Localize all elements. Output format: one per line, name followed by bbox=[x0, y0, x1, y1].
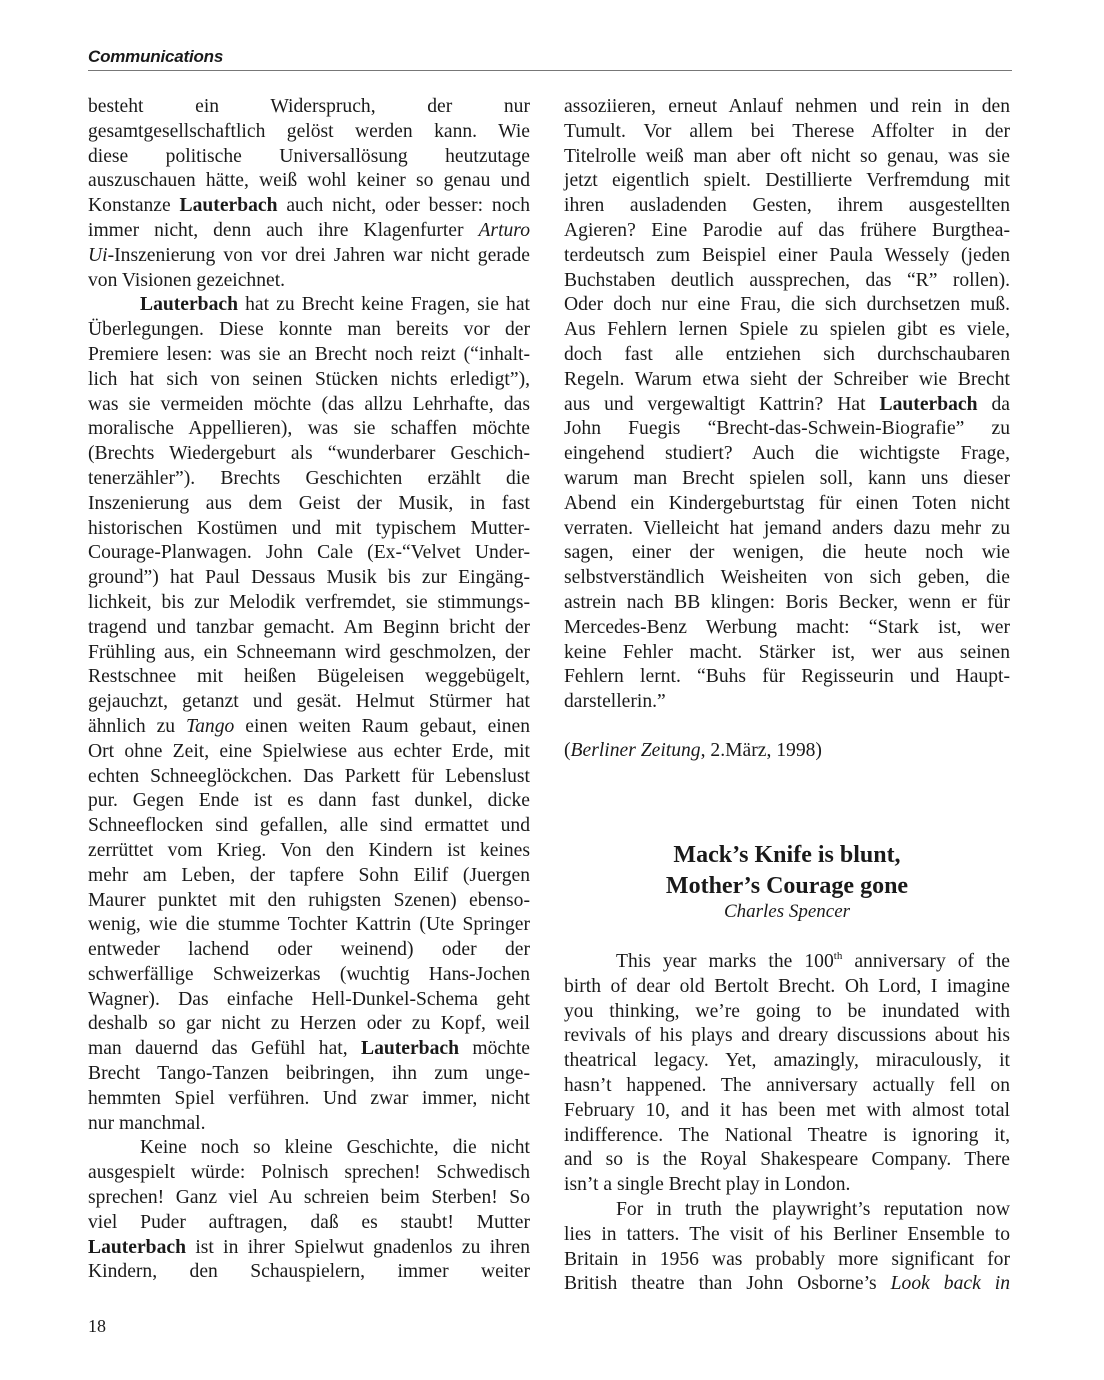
left-column bbox=[88, 95, 530, 1285]
name-bold: Lauterbach bbox=[140, 294, 238, 316]
title-italic: Ui bbox=[88, 244, 108, 266]
paragraph bbox=[88, 293, 530, 1136]
text-line: tragend und tanzbar gemacht. Am Beginn bricht der bbox=[88, 616, 530, 638]
text-line: Wagner). Das einfache Hell-Dunkel-Schema geht bbox=[88, 988, 530, 1010]
source-citation: (Berliner Zeitung, 2.März, 1998) bbox=[564, 740, 822, 761]
text-line: pur. Gegen Ende ist es dann fast dunkel, dicke bbox=[88, 790, 530, 812]
text-line: This year marks the 100th anniversary of the bbox=[616, 950, 1011, 972]
text-line: viel Puder auftragen, daß es staubt! Mutter bbox=[88, 1211, 530, 1233]
text-line: Inszenierung aus dem Geist der Musik, in fast bbox=[88, 492, 530, 514]
text-line: sprechen! Ganz viel Au schreien beim Sterben! So bbox=[88, 1187, 530, 1209]
text-line: ground”) hat Paul Dessaus Musik bis zur Eingäng- bbox=[88, 567, 530, 589]
text-line: man dauernd das Gefühl hat, Lauterbach möchte bbox=[88, 1038, 530, 1060]
running-header bbox=[88, 44, 1012, 72]
text-line: lies in tatters. The visit of his Berliner Ensemble to bbox=[564, 1223, 1010, 1245]
text-line: Schneeflocken sind gefallen, alle sind ermattet und bbox=[88, 815, 530, 837]
text-line: Kindern, den Schauspielern, immer weiter bbox=[88, 1261, 530, 1283]
text-line: entweder lachend oder weinend) oder der bbox=[88, 939, 530, 961]
right-column bbox=[564, 95, 1010, 715]
text-line: gejauchzt, getanzt und gesät. Helmut Stürmer hat bbox=[88, 691, 530, 713]
text-line: von Visionen gezeichnet. bbox=[88, 269, 286, 291]
text-line: aus und vergewaltigt Kattrin? Hat Lauterbach da bbox=[564, 393, 1010, 415]
text-line: Abend ein Kindergeburtstag für einen Toten nicht bbox=[564, 492, 1010, 514]
paragraph bbox=[88, 95, 530, 293]
text-line: Regeln. Warum etwa sieht der Schreiber wie Brecht bbox=[564, 368, 1010, 390]
text-line: keine Fehler macht. Stärker ist, wer aus seinen bbox=[564, 641, 1010, 663]
text-line: Mercedes-Benz Werbung macht: “Stark ist, wer bbox=[564, 616, 1010, 638]
text-line: isn’t a single Brecht play in London. bbox=[564, 1174, 851, 1196]
text-line: historischen Kostümen und mit typischem Mutter- bbox=[88, 517, 530, 539]
paragraph bbox=[564, 950, 1010, 1198]
text-line: Buchstaben deutlich aussprechen, das “R” rollen). bbox=[564, 269, 1010, 291]
text-line: British theatre than John Osborne’s Look back in bbox=[564, 1273, 1010, 1295]
text-line: tenerzähler”). Brechts Geschichten erzählt die bbox=[88, 467, 530, 489]
article-title-line: Mack’s Knife is blunt, bbox=[673, 842, 901, 868]
text-line: Brecht Tango-Tanzen beibringen, ihn zum unge- bbox=[88, 1063, 530, 1085]
text-line: Keine noch so kleine Geschichte, die nicht bbox=[140, 1137, 530, 1159]
page-number: 18 bbox=[88, 1316, 106, 1336]
text-line: zerrüttet vom Krieg. Von den Kindern ist keines bbox=[88, 839, 530, 861]
text-line: February 10, and it has been met with almost total bbox=[564, 1099, 1010, 1121]
text-line: lich hat sich von seinen Stücken nichts erledigt”), bbox=[88, 368, 530, 390]
text-line: indifference. The National Theatre is ignoring it, bbox=[564, 1124, 1010, 1146]
text-line: and so is the Royal Shakespeare Company. There bbox=[564, 1149, 1010, 1171]
text-line: eingehend studiert? Auch die wichtigste Frage, bbox=[564, 443, 1010, 465]
text-line: darstellerin.” bbox=[564, 691, 666, 713]
text-line: hasn’t happened. The anniversary actually fell on bbox=[564, 1074, 1010, 1096]
text-line: Ui-Inszenierung von vor drei Jahren war nicht gerade bbox=[88, 244, 530, 266]
text-line: doch fast alle entziehen sich durchschaubaren bbox=[564, 343, 1010, 365]
text-line: Überlegungen. Diese konnte man bereits vor der bbox=[88, 319, 530, 341]
text-line: birth of dear old Bertolt Brecht. Oh Lord, I imagine bbox=[564, 975, 1010, 997]
text-line: Britain in 1956 was probably more significant for bbox=[564, 1248, 1010, 1270]
title-italic: Look back in bbox=[890, 1273, 1010, 1295]
name-bold: Lauterbach bbox=[179, 195, 278, 217]
text-line: was sie vermeiden möchte (das allzu Lehrhafte, das bbox=[88, 393, 530, 415]
text-line: lichkeit, bis zur Melodik verfremdet, sie stimmungs- bbox=[88, 591, 530, 613]
text-line: Fehlern lernt. “Buhs für Regisseurin und Haupt- bbox=[564, 666, 1010, 688]
text-line: selbstverständlich Weisheiten von sich geben, die bbox=[564, 567, 1010, 589]
text-line: ausgespielt würde: Polnisch sprechen! Schwedisch bbox=[88, 1162, 530, 1184]
text-line: Maurer punktet mit den ruhigsten Szenen) ebenso- bbox=[88, 889, 530, 911]
paragraph bbox=[564, 95, 1010, 715]
text-line: nur manchmal. bbox=[88, 1112, 206, 1134]
name-bold: Lauterbach bbox=[88, 1236, 186, 1258]
paragraph bbox=[88, 1136, 530, 1285]
paragraph bbox=[564, 1198, 1010, 1297]
name-bold: Lauterbach bbox=[361, 1038, 459, 1060]
text-line: astrein nach BB klingen: Boris Becker, wenn er für bbox=[564, 591, 1010, 613]
text-line: warum man Brecht spielen soll, kann uns dieser bbox=[564, 467, 1010, 489]
text-line: Titelrolle weiß man aber oft nicht so genau, was sie bbox=[564, 145, 1010, 167]
text-line: Konstanze Lauterbach auch nicht, oder besser: noch bbox=[88, 195, 530, 217]
text-line: moralische Appellieren), was sie schaffen möchte bbox=[88, 418, 530, 440]
article-author: Charles Spencer bbox=[723, 901, 851, 922]
article-title bbox=[564, 840, 1010, 902]
text-line: verraten. Vielleicht hat jemand anders dazu mehr zu bbox=[564, 517, 1010, 539]
text-line: mehr am Leben, der tapfere Sohn Eilif (Juergen bbox=[88, 864, 530, 886]
text-line: Premiere lesen: was sie an Brecht noch reizt (“inhalt- bbox=[88, 343, 530, 365]
text-line: John Fuegis “Brecht-das-Schwein-Biografie” zu bbox=[564, 418, 1010, 440]
text-line: Restschnee mit heißen Bügeleisen weggebügelt, bbox=[88, 666, 530, 688]
text-line: ähnlich zu Tango einen weiten Raum gebaut, einen bbox=[88, 715, 530, 737]
text-line: (Brechts Wiedergeburt als “wunderbarer Geschich- bbox=[88, 443, 530, 465]
text-line: besteht ein Widerspruch, der nur bbox=[88, 96, 530, 117]
text-line: Lauterbach ist in ihrer Spielwut gnadenlos zu ihren bbox=[88, 1236, 530, 1258]
text-line: Oder doch nur eine Frau, die sich durchsetzen muß. bbox=[564, 294, 1010, 316]
text-line: jetzt eigentlich spielt. Destillierte Verfremdung mit bbox=[564, 170, 1010, 192]
text-line: immer nicht, denn auch ihre Klagenfurter Arturo bbox=[88, 219, 530, 241]
text-line: Agieren? Eine Parodie auf das frühere Burgthea- bbox=[564, 219, 1010, 241]
text-line: revivals of his plays and dreary discussions about his bbox=[564, 1025, 1010, 1047]
text-line: gesamtgesellschaftlich gelöst werden kann. Wie bbox=[88, 120, 530, 142]
text-line: terdeutsch zum Beispiel einer Paula Wessely (jeden bbox=[564, 244, 1010, 266]
text-line: For in truth the playwright’s reputation now bbox=[616, 1198, 1010, 1220]
title-italic: Tango bbox=[186, 715, 235, 737]
text-line: Tumult. Vor allem bei Therese Affolter in der bbox=[564, 120, 1010, 142]
text-line: wenig, wie die stumme Tochter Kattrin (Ute Springer bbox=[88, 914, 530, 936]
text-line: sagen, einer der wenigen, die heute noch wie bbox=[564, 542, 1010, 564]
text-line: schwerfällige Schweizerkas (wuchtig Hans-Jochen bbox=[88, 963, 530, 985]
text-line: Frühling aus, ein Schneemann wird geschmolzen, der bbox=[88, 641, 530, 663]
text-line: Lauterbach hat zu Brecht keine Fragen, sie hat bbox=[140, 294, 530, 316]
article-title-line: Mother’s Courage gone bbox=[665, 873, 909, 899]
title-italic: Arturo bbox=[478, 219, 530, 241]
text-line: diese politische Universallösung heutzutage bbox=[88, 145, 530, 167]
text-line: Courage-Planwagen. John Cale (Ex-“Velvet Under- bbox=[88, 542, 530, 564]
text-line: assoziieren, erneut Anlauf nehmen und rein in den bbox=[564, 96, 1010, 117]
article-body bbox=[564, 950, 1010, 1297]
text-line: hemmten Spiel verführen. Und zwar immer, nicht bbox=[88, 1087, 530, 1109]
text-line: theatrical legacy. Yet, amazingly, miraculously, it bbox=[564, 1050, 1010, 1072]
text-line: you thinking, we’re going to be inundated with bbox=[564, 1000, 1010, 1022]
text-line: echten Schneeglöckchen. Das Parkett für Lebenslust bbox=[88, 765, 530, 787]
name-bold: Lauterbach bbox=[879, 393, 978, 415]
header-rule bbox=[88, 70, 1012, 71]
newspaper-name: Berliner Zeitung bbox=[570, 740, 701, 761]
text-line: ihren ausladenden Gesten, ihrem ausgestellten bbox=[564, 195, 1010, 217]
section-title: Communications bbox=[88, 47, 224, 66]
text-line: Ort ohne Zeit, eine Spielwiese aus echter Erde, mit bbox=[88, 740, 530, 762]
text-line: Aus Fehlern lernen Spiele zu spielen gibt es viele, bbox=[564, 319, 1010, 341]
text-line: deshalb so gar nicht zu Herzen oder zu Kopf, weil bbox=[88, 1013, 530, 1035]
text-line: auszuschauen hätte, weiß wohl keiner so genau und bbox=[88, 170, 530, 192]
